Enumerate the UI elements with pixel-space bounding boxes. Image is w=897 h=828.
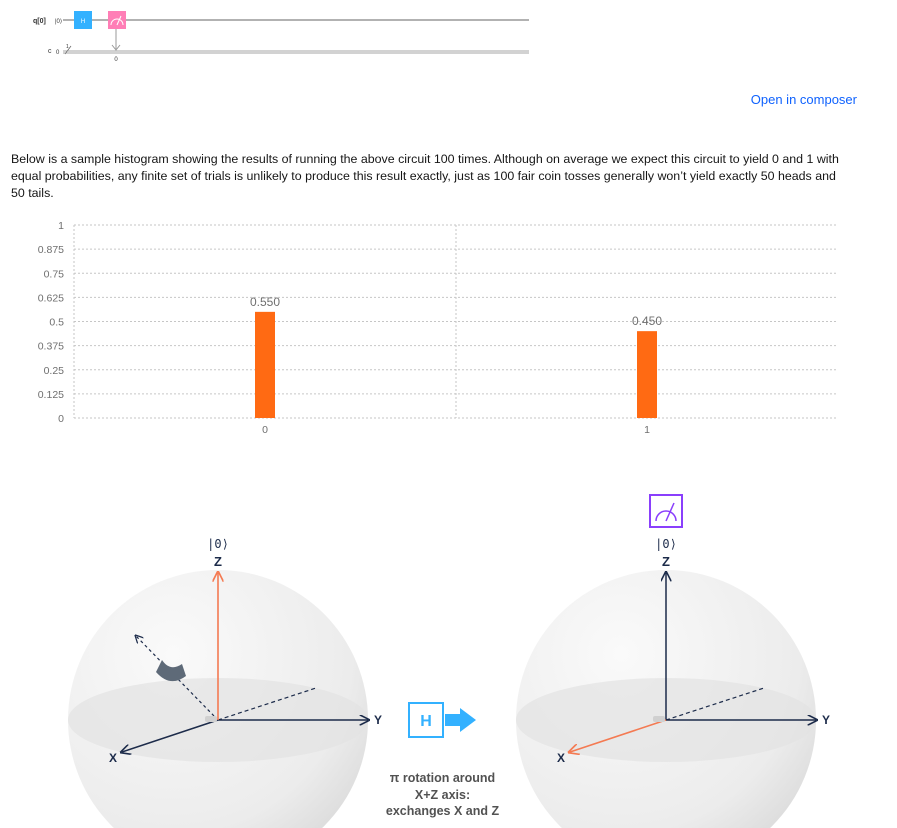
left-x-label: X — [108, 751, 118, 765]
left-origin-marker — [205, 716, 217, 722]
y-tick-label: 0.875 — [37, 244, 64, 257]
gate-caption — [370, 770, 515, 820]
right-ket-label: |0⟩ — [655, 537, 677, 551]
measure-gate-box[interactable] — [108, 11, 126, 29]
x-tick-label: 1 — [644, 424, 650, 436]
caption-line-3: exchanges X and Z — [385, 804, 500, 818]
histogram-y-ticks — [38, 220, 64, 425]
classical-width: 1 — [66, 44, 69, 50]
y-tick-label: 0.75 — [43, 268, 64, 281]
y-tick-label: 0.625 — [37, 292, 64, 305]
y-tick-label: 0.25 — [43, 364, 64, 377]
right-x-label: X — [556, 751, 566, 765]
y-tick-label: 0.5 — [49, 316, 64, 329]
quantum-circuit — [0, 0, 560, 80]
results-histogram — [0, 215, 897, 445]
measure-target: 0 — [114, 57, 118, 63]
caption-line-2: X+Z axis: — [414, 787, 471, 802]
right-arrow-icon — [445, 708, 476, 732]
bar-value-label: 0.550 — [249, 294, 281, 309]
left-z-label: Z — [214, 554, 222, 569]
y-tick-label: 0.125 — [37, 388, 64, 401]
right-origin-marker — [653, 716, 665, 722]
histogram-bar — [255, 312, 275, 418]
left-ket-label: |0⟩ — [207, 537, 229, 551]
h-gate[interactable] — [74, 11, 92, 29]
histogram-bar — [637, 331, 657, 418]
measure-gate[interactable] — [108, 11, 126, 50]
bloch-sphere-right — [516, 495, 830, 828]
right-z-label: Z — [662, 554, 670, 569]
y-tick-label: 0 — [58, 413, 64, 425]
left-y-label: Y — [373, 713, 383, 727]
histogram-gridlines — [74, 225, 838, 418]
x-tick-label: 0 — [262, 424, 268, 436]
bar-value-label: 0.450 — [631, 314, 663, 329]
classical-label: c — [48, 48, 52, 55]
histogram-intro-text: Below is a sample histogram showing the results of running the above circuit 100 times. Although on average we expect this circuit to yield 0 and 1 with equal probabilities, any finite set of trials is unlikely to produce this result exactly, just as 100 fair coin tosses generally won’t yield exactly 50 heads and 50 tails. — [11, 152, 839, 200]
measure-icon — [650, 495, 682, 527]
h-gate-label: H — [80, 19, 86, 25]
y-tick-label: 0.375 — [37, 340, 64, 353]
caption-line-1: π rotation around — [389, 771, 496, 785]
qubit-label: q[0] — [33, 18, 46, 25]
classical-index: 0 — [56, 50, 60, 56]
h-gate-icon-label: H — [420, 713, 432, 730]
open-in-composer-link[interactable]: Open in composer — [750, 92, 857, 107]
hadamard-transition — [409, 703, 476, 737]
y-tick-label: 1 — [58, 220, 64, 232]
bloch-sphere-left — [68, 537, 382, 828]
right-y-label: Y — [821, 713, 831, 727]
qubit-init-label: |0⟩ — [55, 19, 63, 25]
